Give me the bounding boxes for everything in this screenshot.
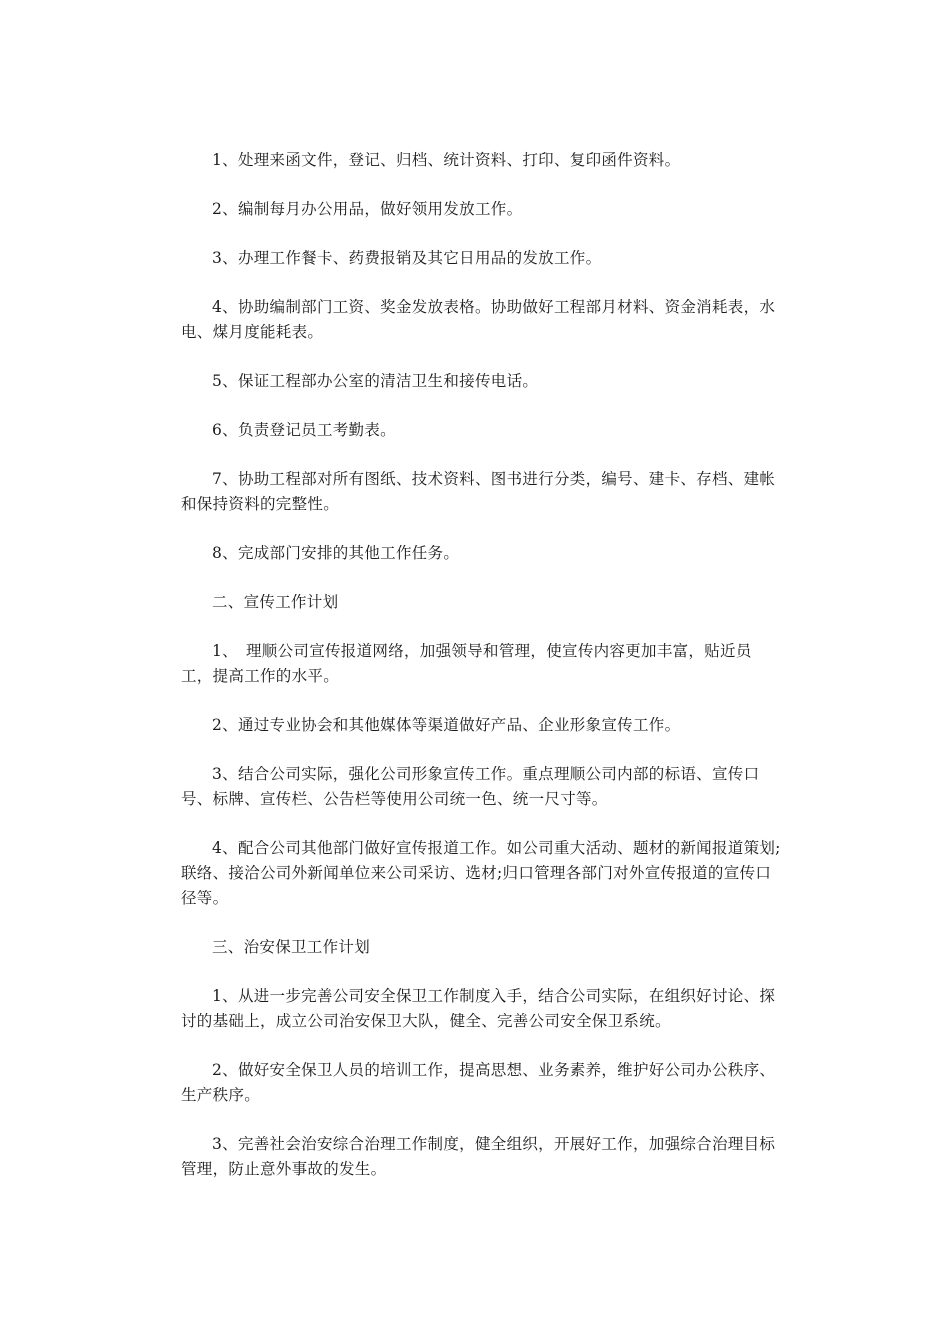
section-heading: 二、宣传工作计划 (212, 593, 339, 611)
list-item: 2、做好安全保卫人员的培训工作，提高思想、业务素养，维护好公司办公秩序、生产秩序。 (181, 1061, 776, 1104)
list-item: 2、通过专业协会和其他媒体等渠道做好产品、企业形象宣传工作。 (212, 716, 681, 734)
document-body (181, 148, 781, 1206)
list-item: 2、编制每月办公用品，做好领用发放工作。 (212, 200, 523, 218)
list-item: 6、负责登记员工考勤表。 (212, 421, 396, 439)
list-item: 7、协助工程部对所有图纸、技术资料、图书进行分类，编号、建卡、存档、建帐和保持资料的完整性。 (181, 470, 776, 513)
list-item: 1、从进一步完善公司安全保卫工作制度入手，结合公司实际，在组织好讨论、探讨的基础上，成立公司治安保卫大队，健全、完善公司安全保卫系统。 (181, 987, 776, 1030)
list-item: 1、 理顺公司宣传报道网络，加强领导和管理，使宣传内容更加丰富，贴近员工，提高工作的水平。 (181, 642, 752, 685)
list-item: 4、配合公司其他部门做好宣传报道工作。如公司重大活动、题材的新闻报道策划;联络、接洽公司外新闻单位来公司采访、选材;归口管理各部门对外宣传报道的宣传口径等。 (181, 839, 781, 907)
list-item: 5、保证工程部办公室的清洁卫生和接传电话。 (212, 372, 539, 390)
section-heading: 三、治安保卫工作计划 (212, 938, 371, 956)
list-item: 3、结合公司实际，强化公司形象宣传工作。重点理顺公司内部的标语、宣传口号、标牌、宣传栏、公告栏等使用公司统一色、统一尺寸等。 (181, 765, 760, 808)
list-item: 8、完成部门安排的其他工作任务。 (212, 544, 460, 562)
list-item: 4、协助编制部门工资、奖金发放表格。协助做好工程部月材料、资金消耗表，水电、煤月度能耗表。 (181, 298, 776, 341)
list-item: 3、完善社会治安综合治理工作制度，健全组织，开展好工作，加强综合治理目标管理，防止意外事故的发生。 (181, 1135, 776, 1178)
list-item: 1、处理来函文件，登记、归档、统计资料、打印、复印函件资料。 (212, 151, 681, 169)
list-item: 3、办理工作餐卡、药费报销及其它日用品的发放工作。 (212, 249, 602, 267)
